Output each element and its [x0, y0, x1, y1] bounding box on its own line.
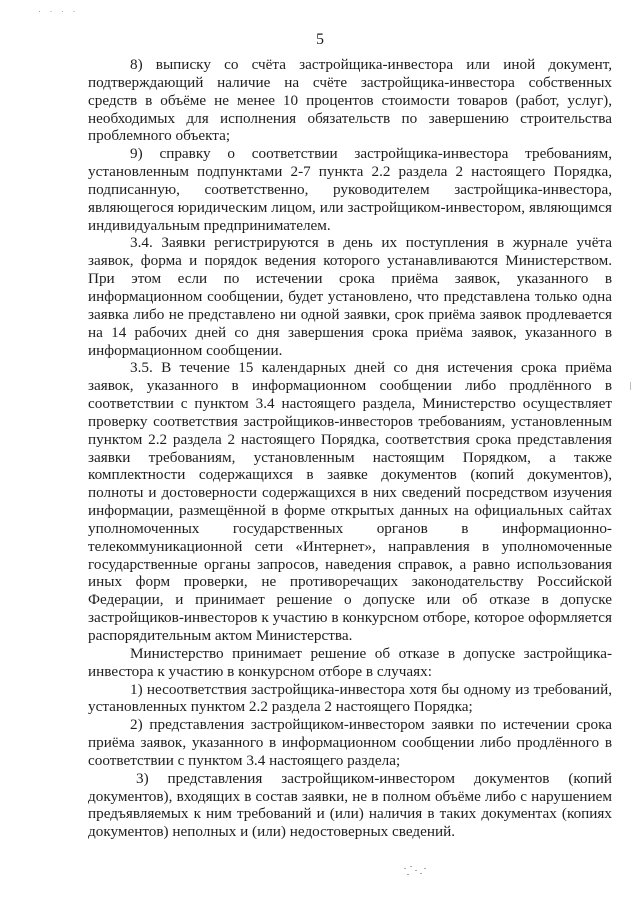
paragraph-refusal-case-2: 2) представления застройщиком-инвестором заявки по истечении срока приёма заявок, указанного в информационном сообщении либо продлённого в соответствии с пунктом 3.4 настоящего раздела;: [88, 716, 612, 769]
paragraph-clause-3-4: 3.4. Заявки регистрируются в день их поступления в журнале учёта заявок, форма и порядок ведения которого устанавливаются Министерством. При этом если по истечении срока приёма заявок, указанного в информационном сообщении, будет установлено, что представлена только одна заявка либо не представлено ни одной заявки, срок приёма заявок продлевается на 14 рабочих дней со дня завершения срока приёма заявок, указанного в информационном сообщении.: [88, 234, 612, 359]
page-number: 5: [316, 31, 324, 48]
document-body: [88, 56, 612, 841]
scan-artifact-mark: · · · ·: [38, 6, 79, 16]
paragraph-item-8: 8) выписку со счёта застройщика-инвестора или иной документ, подтверждающий наличие на счёте застройщика-инвестора собственных средств в объёме не менее 10 процентов стоимости товаров (работ, услуг), необходимых для исполнения обязательств по завершению строительства проблемного объекта;: [88, 56, 612, 145]
paragraph-item-9: 9) справку о соответствии застройщика-инвестора требованиям, установленным подпунктами 2-7 пункта 2.2 раздела 2 настоящего Порядка, подписанную, соответственно, руководителем застройщика-инвестора, являющегося юридическим лицом, или застройщиком-инвестором, являющимся индивидуальным предпринимателем.: [88, 145, 612, 234]
paragraph-refusal-case-3: 3) представления застройщиком-инвестором документов (копий документов), входящих в состав заявки, не в полном объёме либо с нарушением предъявляемых к ним требований и (или) наличия в таких документах (копиях документов) неполных и (или) недостоверных сведений.: [88, 769, 612, 841]
paragraph-refusal-case-1: 1) несоответствия застройщика-инвестора хотя бы одному из требований, установленных пунктом 2.2 раздела 2 настоящего Порядка;: [88, 680, 612, 716]
paragraph-clause-3-5: 3.5. В течение 15 календарных дней со дня истечения срока приёма заявок, указанного в информационном сообщении либо продлённого в соответствии с пунктом 3.4 настоящего раздела, Министерство осуществляет проверку соответствия застройщиков-инвесторов требованиям, установленным пунктом 2.2 раздела 2 настоящего Порядка, соответствия срока представления заявки требованиям, установленным настоящим Порядком, а также комплектности содержащихся в заявке документов (копий документов), полноты и достоверности содержащихся в них сведений посредством изучения информации, размещённой в форме открытых данных на официальных сайтах уполномоченных государственных органов в информационно-телекоммуникационной сети «Интернет», направления в уполномоченные государственные органы запросов, наведения справок, а равно использования иных форм проверки, не противоречащих законодательству Российской Федерации, и принимает решение о допуске или об отказе в допуске застройщиков-инвесторов к участию в конкурсном отборе, которое оформляется распорядительным актом Министерства.: [88, 359, 612, 644]
scan-dust-marks: [404, 866, 428, 878]
paragraph-refusal-intro: Министерство принимает решение об отказе в допуске застройщика-инвестора к участию в конкурсном отборе в случаях:: [88, 644, 612, 680]
scan-margin-mark: [630, 382, 631, 390]
